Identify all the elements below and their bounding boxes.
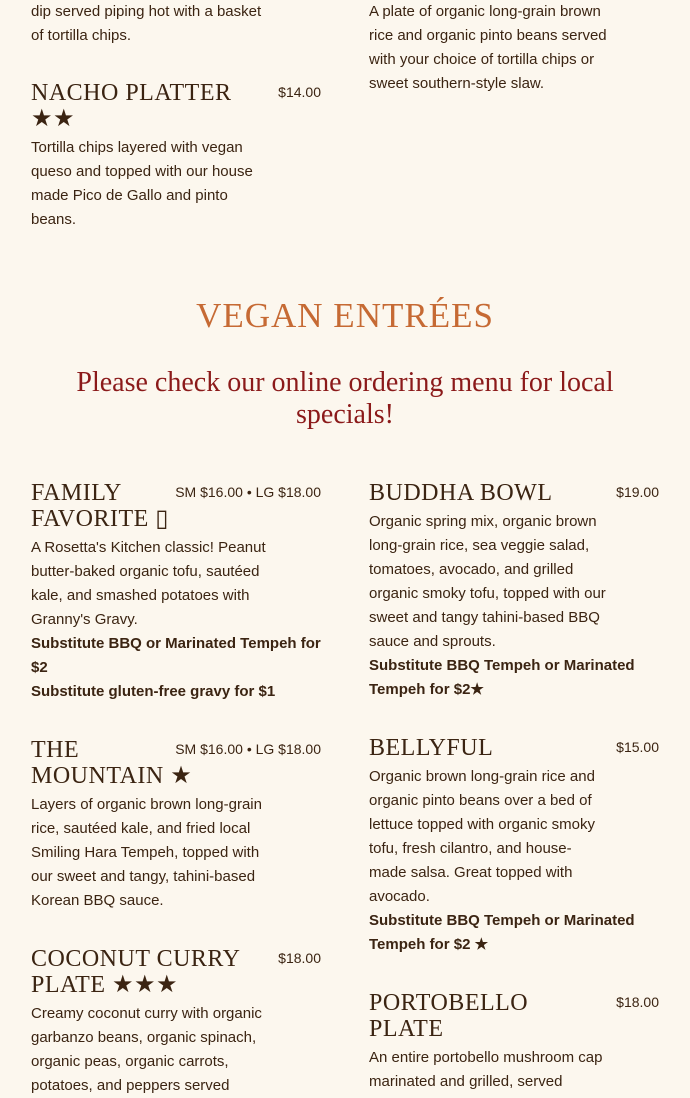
item-name-coconut-curry-plate: COCONUT CURRY PLATE ★★★	[31, 946, 240, 998]
item-desc-buddha-bowl: Organic spring mix, organic brown long-grain rice, sea veggie salad, tomatoes, avocado, and grilled organic smoky tofu, topped with our sweet and tangy tahini-based BBQ sauce and sprouts.	[369, 513, 606, 650]
item-price-the-mountain: SM $16.00 • LG $18.00	[175, 741, 321, 757]
item-name-the-mountain: THE MOUNTAIN ★	[31, 737, 193, 789]
item-desc-nacho-platter: Tortilla chips layered with vegan queso and topped with our house made Pico de Gallo and pinto beans.	[31, 139, 253, 228]
item-price-buddha-bowl: $19.00	[616, 484, 659, 500]
item-price-portobello-plate: $18.00	[616, 994, 659, 1010]
item-desc-portobello-plate: An entire portobello mushroom cap marinated and grilled, served	[369, 1049, 603, 1090]
item-sub-buddha-bowl: Substitute BBQ Tempeh or Marinated Tempeh for $2★	[369, 657, 635, 698]
section-title: VEGAN ENTRÉES	[196, 296, 494, 335]
item-sub-gravy-family-favorite: Substitute gluten-free gravy for $1	[31, 683, 276, 700]
item-name-buddha-bowl: BUDDHA BOWL	[369, 480, 553, 506]
previous-item-description: dip served piping hot with a basket of tortilla chips.	[31, 3, 262, 44]
item-price-nacho-platter: $14.00	[278, 84, 321, 100]
item-name-nacho-platter: NACHO PLATTER ★★	[31, 80, 232, 132]
item-price-coconut-curry-plate: $18.00	[278, 950, 321, 966]
item-desc-family-favorite: A Rosetta's Kitchen classic! Peanut butter-baked organic tofu, sautéed kale, and smashed potatoes with Granny's Gravy.	[31, 539, 266, 628]
item-name-bellyful: BELLYFUL	[369, 735, 494, 761]
item-sub-bellyful: Substitute BBQ Tempeh or Marinated Tempeh for $2 ★	[369, 912, 635, 953]
specials-note: Please check our online ordering menu for local specials!	[76, 367, 614, 430]
item-desc-coconut-curry-plate: Creamy coconut curry with organic garbanzo beans, organic spinach, organic peas, organic carrots, potatoes, and peppers served	[31, 1005, 262, 1094]
item-sub-family-favorite: Substitute BBQ or Marinated Tempeh for $2	[31, 635, 321, 676]
item-desc-bellyful: Organic brown long-grain rice and organic pinto beans over a bed of lettuce topped with organic smoky tofu, fresh cilantro, and house-made salsa. Great topped with avocado.	[369, 768, 595, 905]
item-desc-the-mountain: Layers of organic brown long-grain rice, sautéed kale, and fried local Smiling Hara Tempeh, topped with our sweet and tangy, tahini-based Korean BBQ sauce.	[31, 796, 262, 909]
item-name-family-favorite: FAMILY FAVORITE ▯	[31, 480, 169, 532]
item-price-bellyful: $15.00	[616, 739, 659, 755]
previous-item-description-right: A plate of organic long-grain brown rice and organic pinto beans served with your choice of tortilla chips or sweet southern-style slaw.	[369, 3, 607, 92]
item-name-portobello-plate: PORTOBELLO PLATE	[369, 990, 529, 1042]
item-price-family-favorite: SM $16.00 • LG $18.00	[175, 484, 321, 500]
